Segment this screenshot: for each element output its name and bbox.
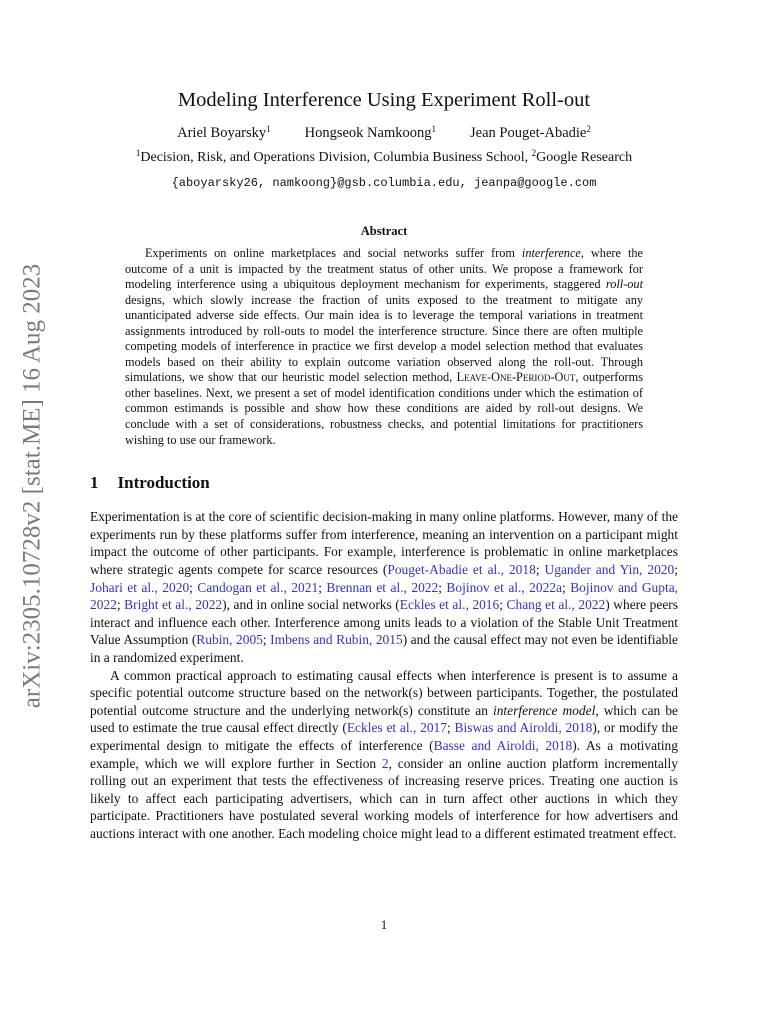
- citation-link[interactable]: Basse and Airoldi, 2018: [433, 737, 573, 753]
- affiliations: $^1$Decision, Risk, and Operations Division, Columbia Business School, $^2$Google Research: [135, 148, 633, 165]
- paragraph: Experimentation is at the core of scientific decision-making in many online platforms. However, many of the experiments run by these platforms suffer from interference, meaning an intervention on a participant might impact the outcome of other participants. For example, interference is problematic in online marketplaces where strategic agents compete for scarce resources (Pouget-Abadie et al., 2018; Ugander and Yin, 2020; Johari et al., 2020; Candogan et al., 2021; Brennan et al., 2022; Bojinov et al., 2022a; Bojinov and Gupta, 2022; Bright et al., 2022), and in online social networks (Eckles et al., 2016; Chang et al., 2022) where peers interact and influence each other. Interference among units leads to a violation of the Stable Unit Treatment Value Assumption (Rubin, 2005; Imbens and Rubin, 2015) and the causal effect may not even be identifiable in a randomized experiment.: [90, 509, 679, 665]
- author: Hongseok Namkoong$^1$: [304, 124, 436, 141]
- introduction-body: [90, 508, 678, 842]
- citation-link[interactable]: Eckles et al., 2017: [346, 720, 447, 736]
- citation-link[interactable]: Imbens and Rubin, 2015: [270, 632, 403, 648]
- paper-page: [90, 86, 678, 843]
- method-name: Leave-One-Period-Out: [456, 370, 576, 385]
- citation-link[interactable]: Johari et al., 2020: [90, 579, 190, 595]
- citation-link[interactable]: Bojinov et al., 2022a: [446, 579, 563, 595]
- author: Jean Pouget-Abadie$^2$: [470, 124, 591, 141]
- section-number: 1: [90, 473, 99, 493]
- page-number: 1: [380, 917, 388, 932]
- author: Ariel Boyarsky$^1$: [177, 124, 271, 141]
- affiliation-marker: 2: [531, 148, 537, 158]
- citation-link[interactable]: Bright et al., 2022: [124, 597, 223, 613]
- abstract-text: Experiments on online marketplaces and social networks suffer from interference, where the outcome of a unit is impacted by the treatment status of other units. We propose a framework for modeling interference using a ubiquitous deployment mechanism for experiments, staggered roll-out designs, which slowly increase the fraction of units exposed to the treatment to mitigate any unanticipated adverse side effects. Our main idea is to leverage the temporal variations in treatment assignments introduced by roll-outs to model the interference structure. Since there are often multiple competing models of interference in practice we first develop a model selection method that evaluates models based on their ability to explain outcome variation observed along the roll-out. Through simulations, we show that our heuristic model selection method, Leave-One-Period-Out, outperforms other baselines. Next, we present a set of model identification conditions under which the estimation of common estimands is possible and show how these conditions are aided by roll-out designs. We conclude with a set of considerations, robustness checks, and potential limitations for practitioners wishing to use our framework.: [125, 246, 643, 447]
- citation-link[interactable]: Bojinov and Gupta, 2022: [90, 579, 679, 613]
- citation-link[interactable]: Rubin, 2005: [196, 632, 263, 648]
- section-heading: [90, 472, 678, 494]
- paper-title: Modeling Interference Using Experiment Roll-out: [177, 89, 591, 111]
- section-title: Introduction: [117, 473, 210, 493]
- citation-link[interactable]: Candogan et al., 2021: [197, 579, 319, 595]
- emphasis: roll-out: [605, 277, 643, 292]
- arxiv-identifier-text: arXiv:2305.10728v2 [stat.ME] 16 Aug 2023: [18, 263, 46, 709]
- affiliation-marker: 1: [266, 124, 271, 134]
- abstract-heading: Abstract: [360, 224, 408, 238]
- emphasis: interference model: [492, 702, 596, 718]
- citation-link[interactable]: Biswas and Airoldi, 2018: [454, 720, 593, 736]
- affiliation-marker: 2: [586, 124, 591, 134]
- citation-link[interactable]: Eckles et al., 2016: [399, 597, 500, 613]
- citation-link[interactable]: Brennan et al., 2022: [326, 579, 439, 595]
- emphasis: interference: [521, 246, 581, 260]
- author-list: [90, 123, 678, 143]
- citation-link[interactable]: Ugander and Yin, 2020: [544, 562, 675, 577]
- affiliation-marker: 1: [135, 148, 141, 158]
- citation-link[interactable]: Pouget-Abadie et al., 2018: [387, 562, 536, 577]
- citation-link[interactable]: Chang et al., 2022: [506, 597, 606, 613]
- author-emails: {aboyarsky26, namkoong}@gsb.columbia.edu, jeanpa@google.com: [171, 176, 597, 190]
- paragraph: A common practical approach to estimating causal effects when interference is present is to assume a specific potential outcome structure based on the network(s) between participants. Together, the postulated potential outcome structure and the underlying network(s) constitute an interference model, which can be used to estimate the true causal effect directly (Eckles et al., 2017; Biswas and Airoldi, 2018), or modify the experimental design to mitigate the effects of interference (Basse and Airoldi, 2018). As a motivating example, which we will explore further in Section 2, consider an online auction platform incrementally rolling out an experiment that tests the effectiveness of increasing reserve prices. Treating one auction is likely to affect each participating advertisers, which can in turn affect other auctions in which they participate. Practitioners have postulated several working models of interference for how advertisers and auctions interact with one another. Each modeling choice might lead to a different estimated treatment effect.: [90, 667, 679, 841]
- affiliation-marker: 1: [431, 124, 436, 134]
- section-reference-link[interactable]: 2: [381, 755, 389, 771]
